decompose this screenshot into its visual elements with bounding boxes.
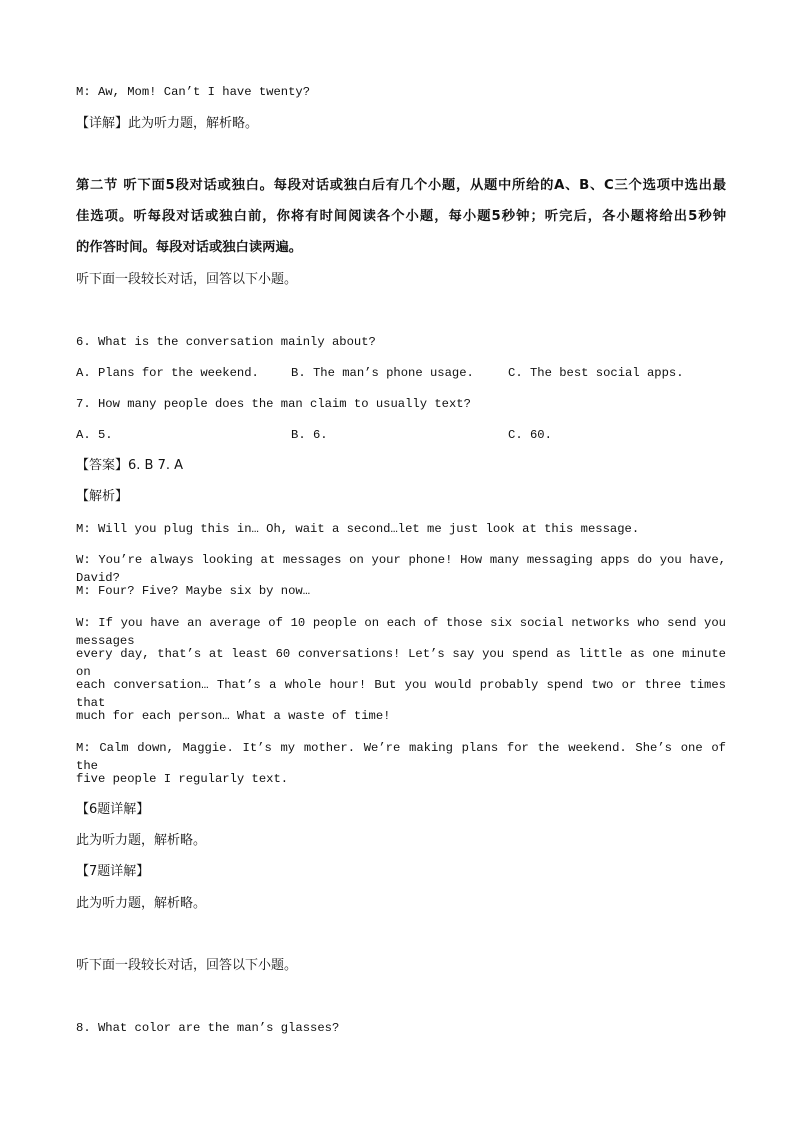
q7-option-c: C. 60.: [508, 428, 552, 442]
transcript-line-4b: every day, that’s at least 60 conversations! Let’s say you spend as little as one minute on: [76, 647, 726, 679]
transcript-line-4a: W: If you have an average of 10 people on each of those six social networks who send you messages: [76, 616, 726, 648]
q7-option-b: B. 6.: [291, 428, 328, 442]
transcript-line-5b: five people I regularly text.: [76, 772, 289, 786]
question-8: 8. What color are the man’s glasses?: [76, 1021, 340, 1035]
detail-7-body: 此为听力题，解析略。: [76, 896, 207, 911]
listen-instruction-1: 听下面一段较长对话，回答以下小题。: [76, 272, 298, 287]
q6-option-b: B. The man’s phone usage.: [291, 366, 474, 380]
q6-option-c: C. The best social apps.: [508, 366, 684, 380]
section2-instruction-line2: 佳选项。听每段对话或独白前，你将有时间阅读各个小题，每小题5秒钟；听完后，各小题将给出5秒钟: [76, 209, 726, 224]
listen-instruction-2: 听下面一段较长对话，回答以下小题。: [76, 958, 298, 973]
detail-7-heading: 【7题详解】: [76, 864, 150, 879]
transcript-line-5a: M: Calm down, Maggie. It’s my mother. We’re making plans for the weekend. She’s one of the: [76, 741, 726, 773]
transcript-line-4c: each conversation… That’s a whole hour! But you would probably spend two or three times that: [76, 678, 726, 710]
answer-line: 【答案】6. B 7. A: [76, 458, 184, 473]
section2-instruction-line1: 第二节 听下面5段对话或独白。每段对话或独白后有几个小题，从题中所给的A、B、C三个选项中选出最: [76, 178, 726, 193]
transcript-line-3: M: Four? Five? Maybe six by now…: [76, 584, 311, 598]
question-6: 6. What is the conversation mainly about?: [76, 335, 376, 349]
detail-6-heading: 【6题详解】: [76, 802, 150, 817]
detail-note-top: 【详解】此为听力题，解析略。: [76, 116, 259, 131]
q6-option-a: A. Plans for the weekend.: [76, 366, 259, 380]
dialogue-line-m-twenty: M: Aw, Mom! Can’t I have twenty?: [76, 85, 311, 99]
question-7: 7. How many people does the man claim to usually text?: [76, 397, 471, 411]
section2-instruction-line3: 的作答时间。每段对话或独白读两遍。: [76, 240, 303, 255]
q7-option-a: A. 5.: [76, 428, 113, 442]
detail-6-body: 此为听力题，解析略。: [76, 833, 207, 848]
analysis-heading: 【解析】: [76, 489, 129, 504]
transcript-line-4d: much for each person… What a waste of time!: [76, 709, 391, 723]
transcript-line-2: W: You’re always looking at messages on your phone! How many messaging apps do you have, David?: [76, 553, 726, 585]
transcript-line-1: M: Will you plug this in… Oh, wait a second…let me just look at this message.: [76, 522, 640, 536]
